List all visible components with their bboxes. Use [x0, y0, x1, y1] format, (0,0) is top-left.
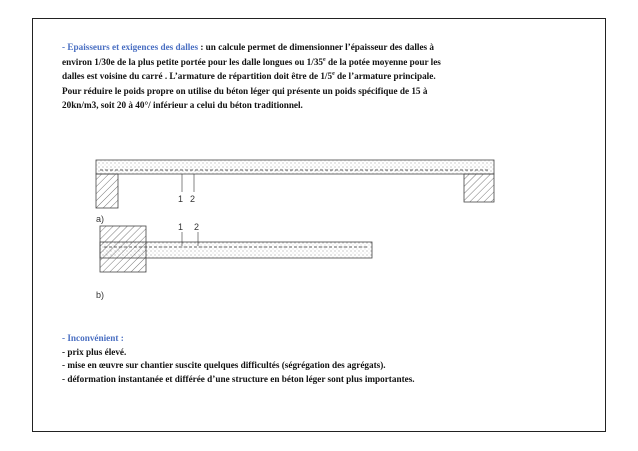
label-b: b): [96, 290, 105, 300]
drawback-item-1: - prix plus élevé.: [62, 346, 127, 357]
intro-line-1-rest: : un calcule permet de dimensionner l’épaisseur des dalles à: [198, 42, 435, 52]
figure-a: [96, 160, 494, 224]
drawback-item-3: - déformation instantanée et différée d’une structure en béton léger sont plus importantes.: [62, 373, 415, 384]
support-left-a: [96, 174, 118, 208]
drawback-heading: - Inconvénient :: [62, 333, 124, 343]
marker-2-b: 2: [194, 222, 200, 232]
slab-section-drawing: [90, 150, 510, 310]
drawback-item-2: - mise en œuvre sur chantier suscite quelques difficultés (ségrégation des agrégats).: [62, 360, 386, 371]
intro-paragraph: [62, 40, 582, 113]
intro-line-3-sup: e: [332, 71, 335, 78]
slab-b: [100, 242, 372, 258]
slab-a: [96, 160, 494, 174]
intro-line-2: [62, 55, 582, 70]
intro-line-1: [62, 40, 582, 55]
intro-heading: - Epaisseurs et exigences des dalles: [62, 42, 199, 52]
intro-line-3: [62, 69, 582, 84]
label-a: a): [96, 214, 105, 224]
marker-2-a: 2: [190, 194, 196, 204]
intro-line-2-sup: e: [323, 56, 326, 63]
figure-b: [96, 222, 372, 300]
intro-line-2-a: environ 1/30e de la plus petite portée pour les dalle longues ou 1/35: [62, 56, 324, 67]
intro-line-3-b: de l’armature principale.: [334, 71, 436, 82]
support-right-a: [464, 174, 494, 202]
intro-line-3-a: dalles est voisine du carré . L’armature de répartition doit être de 1/5: [62, 71, 333, 82]
slab-section-figure: [90, 150, 510, 310]
intro-line-4: Pour réduire le poids propre on utilise du béton léger qui présente un poids spécifique de 15 à: [62, 85, 428, 96]
intro-line-2-b: de la potée moyenne pour les: [325, 56, 441, 67]
drawback-section: [62, 332, 582, 386]
marker-1-a: 1: [178, 194, 184, 204]
marker-1-b: 1: [178, 222, 184, 232]
intro-line-5: 20kn/m3, soit 20 à 40°/ inférieur a celui du béton traditionnel.: [62, 100, 303, 111]
